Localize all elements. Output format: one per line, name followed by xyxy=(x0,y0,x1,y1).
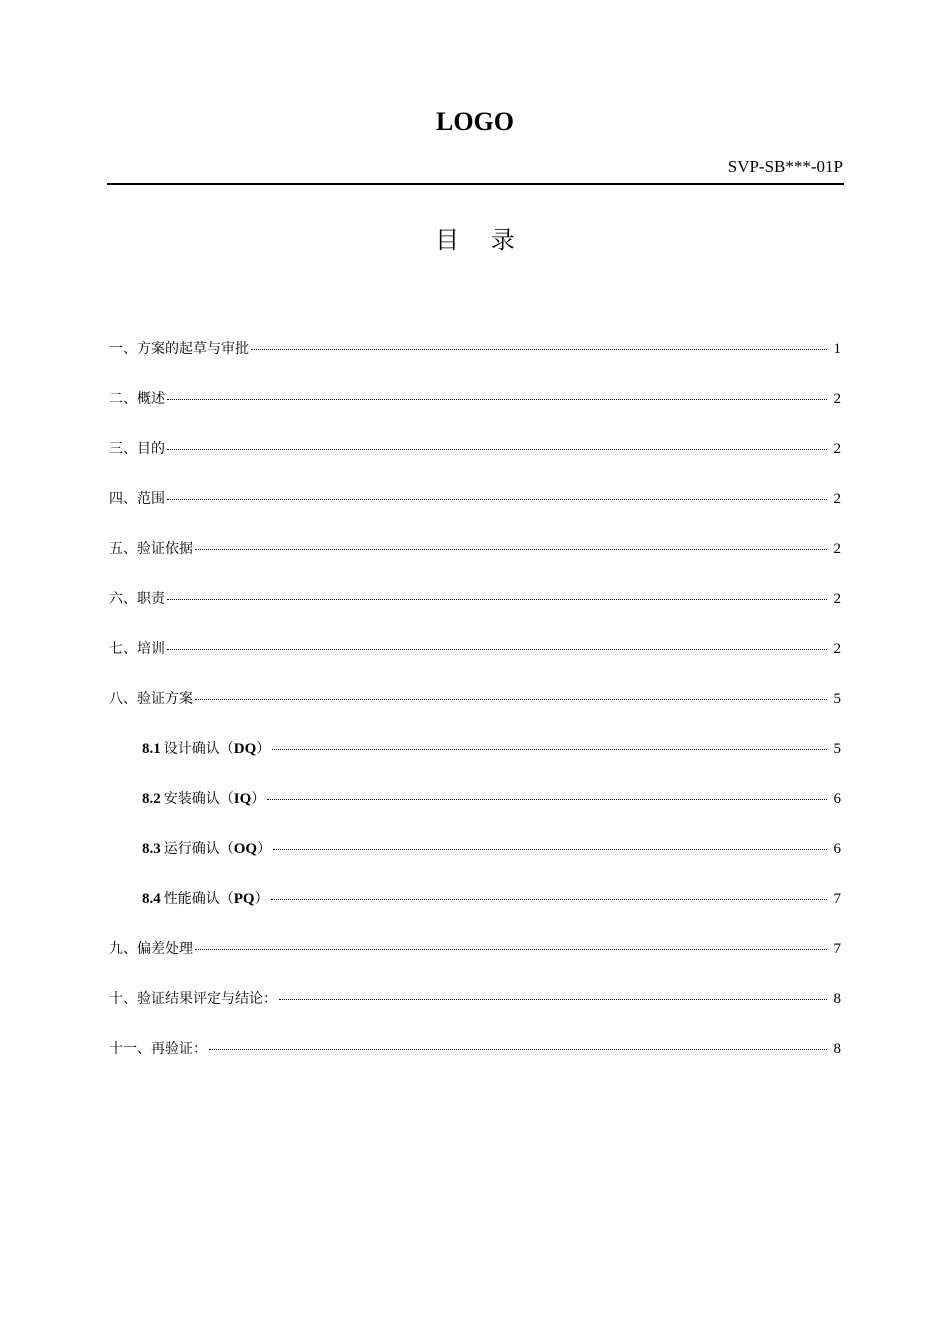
toc-entry-label: 十、验证结果评定与结论： xyxy=(109,991,277,1007)
toc-title: 目 录 xyxy=(435,226,527,254)
toc-section-number: 8.4 xyxy=(142,891,161,907)
toc-section-number: 8.2 xyxy=(142,791,161,807)
toc-section-close: ） xyxy=(256,741,271,757)
toc-subentry-8-2[interactable] xyxy=(109,785,841,835)
toc-dot-leader xyxy=(273,849,827,850)
toc-entry-label: 四、范围 xyxy=(109,491,165,507)
toc-entry-label: 八、验证方案 xyxy=(109,691,193,707)
toc-entry-label: 九、偏差处理 xyxy=(109,941,193,957)
toc-section-text: 性能确认（ xyxy=(163,891,234,907)
toc-page-number: 2 xyxy=(833,541,841,557)
toc-section-text: 安装确认（ xyxy=(163,791,234,807)
toc-page-number: 8 xyxy=(833,1041,841,1057)
toc-section-code: PQ xyxy=(233,891,255,907)
toc-section-code: DQ xyxy=(233,741,257,757)
toc-dot-leader xyxy=(167,449,827,450)
header-divider xyxy=(107,183,844,185)
toc-dot-leader xyxy=(271,899,827,900)
toc-entry-label xyxy=(142,785,265,813)
toc-entry-1[interactable] xyxy=(109,335,841,385)
document-code: SVP-SB***-01P xyxy=(727,157,843,176)
toc-page-number: 8 xyxy=(833,991,841,1007)
toc-page-number: 2 xyxy=(833,391,841,407)
toc-page-number: 6 xyxy=(833,841,841,857)
toc-entry-10[interactable] xyxy=(109,985,841,1035)
toc-dot-leader xyxy=(267,799,827,800)
toc-dot-leader xyxy=(251,349,827,350)
toc-dot-leader xyxy=(167,499,827,500)
toc-entry-label: 十一、再验证： xyxy=(109,1041,207,1057)
toc-section-number: 8.1 xyxy=(142,741,161,757)
toc-entry-2[interactable] xyxy=(109,385,841,435)
toc-dot-leader xyxy=(279,999,827,1000)
toc-entry-11[interactable] xyxy=(109,1035,841,1085)
toc-page-number: 7 xyxy=(833,941,841,957)
toc-dot-leader xyxy=(272,749,827,750)
toc-dot-leader xyxy=(167,599,827,600)
toc-entry-7[interactable] xyxy=(109,635,841,685)
toc-entry-4[interactable] xyxy=(109,485,841,535)
toc-entry-8[interactable] xyxy=(109,685,841,735)
toc-section-close: ） xyxy=(254,891,269,907)
toc-section-close: ） xyxy=(257,841,272,857)
toc-page-number: 2 xyxy=(833,591,841,607)
toc-entry-label: 七、培训 xyxy=(109,641,165,657)
toc-section-close: ） xyxy=(251,791,266,807)
logo-text: LOGO xyxy=(435,107,514,136)
toc-dot-leader xyxy=(195,549,827,550)
toc-page-number: 7 xyxy=(833,891,841,907)
toc-section-text: 设计确认（ xyxy=(163,741,234,757)
toc-subentry-8-1[interactable] xyxy=(109,735,841,785)
toc-dot-leader xyxy=(209,1049,827,1050)
toc-entry-9[interactable] xyxy=(109,935,841,985)
toc-entry-label xyxy=(142,885,269,913)
toc-section-code: OQ xyxy=(233,841,258,857)
toc-page-number: 6 xyxy=(833,791,841,807)
toc-dot-leader xyxy=(167,399,827,400)
toc-page-number: 1 xyxy=(833,341,841,357)
toc-page-number: 2 xyxy=(833,641,841,657)
toc-entry-label: 二、概述 xyxy=(109,391,165,407)
toc-subentry-8-4[interactable] xyxy=(109,885,841,935)
toc-entry-3[interactable] xyxy=(109,435,841,485)
toc-page-number: 2 xyxy=(833,441,841,457)
toc-section-number: 8.3 xyxy=(142,841,161,857)
toc-page-number: 5 xyxy=(833,691,841,707)
toc-entry-6[interactable] xyxy=(109,585,841,635)
toc-dot-leader xyxy=(195,949,827,950)
toc-page-number: 2 xyxy=(833,491,841,507)
toc-entry-label xyxy=(142,735,270,763)
toc-subentry-8-3[interactable] xyxy=(109,835,841,885)
toc-page-number: 5 xyxy=(833,741,841,757)
toc-dot-leader xyxy=(195,699,827,700)
toc-dot-leader xyxy=(167,649,827,650)
toc-section-text: 运行确认（ xyxy=(163,841,234,857)
toc-entry-5[interactable] xyxy=(109,535,841,585)
table-of-contents xyxy=(109,335,841,1085)
toc-entry-label xyxy=(142,835,271,863)
toc-entry-label: 一、方案的起草与审批 xyxy=(109,341,249,357)
toc-entry-label: 六、职责 xyxy=(109,591,165,607)
toc-entry-label: 五、验证依据 xyxy=(109,541,193,557)
toc-entry-label: 三、目的 xyxy=(109,441,165,457)
toc-section-code: IQ xyxy=(233,791,252,807)
